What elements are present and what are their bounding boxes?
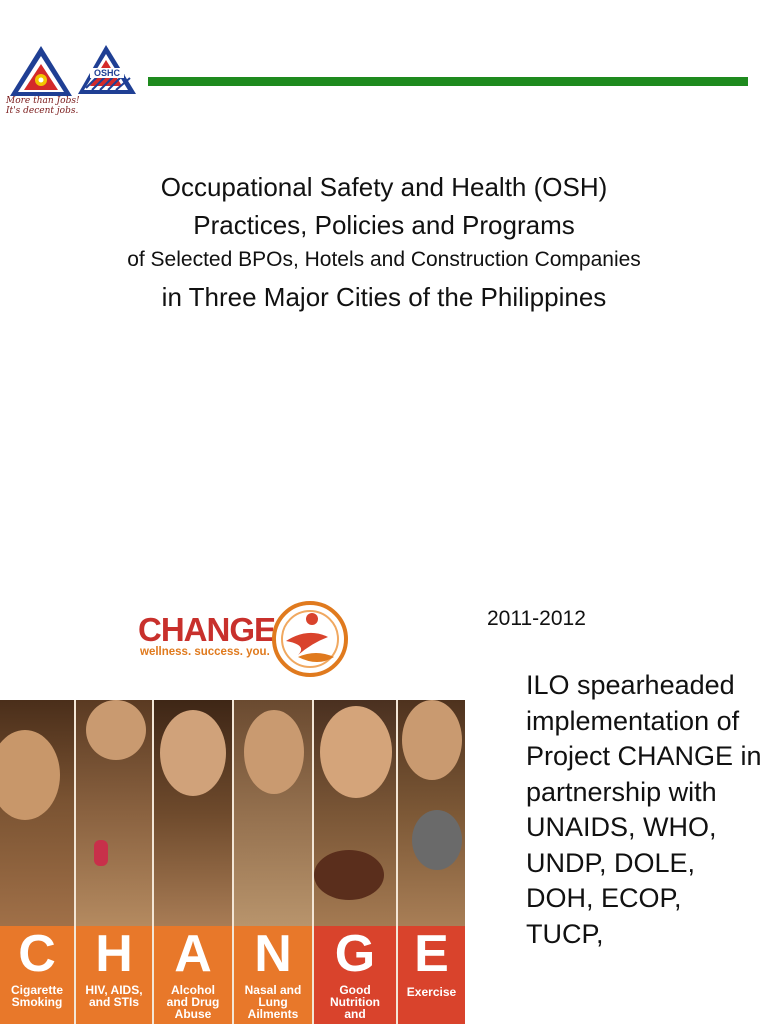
poster-label: Exercise: [406, 985, 457, 999]
change-emblem-icon: [268, 597, 352, 681]
title-line-1: Occupational Safety and Health (OSH): [160, 172, 608, 202]
poster-label: Nasal and Lung Ailments: [244, 983, 302, 1021]
poster-letter: N: [254, 925, 292, 983]
slide-header: [0, 0, 768, 130]
poster-letter: E: [414, 925, 449, 983]
change-logo: [138, 597, 358, 679]
header-rule: [148, 77, 748, 86]
poster-label: Alcohol and Drug Abuse: [166, 983, 220, 1021]
title-line-3: of Selected BPOs, Hotels and Construction Companies: [127, 248, 641, 271]
poster-panel-n: [234, 700, 314, 1024]
poster-label: HIV, AIDS, and STIs: [85, 983, 143, 1009]
poster-label: Good Nutrition and: [330, 983, 380, 1021]
oshc-logo-text: OSHC: [93, 68, 121, 78]
oshc-logo: [78, 44, 138, 96]
poster-letter: C: [18, 925, 56, 983]
title-line-4: in Three Major Cities of the Philippines: [161, 282, 607, 312]
project-description: ILO spearheaded implementation of Project CHANGE in partnership with UNAIDS, WHO, UNDP, DOLE, DOH, ECOP, TUCP,: [526, 670, 762, 949]
poster-letter: G: [334, 925, 376, 983]
poster-panel-g: [314, 700, 398, 1024]
project-years: 2011-2012: [487, 607, 586, 630]
dole-logo: [8, 44, 74, 104]
poster-panel-e: [398, 700, 465, 1024]
change-logo-word: CHANGE: [138, 611, 276, 648]
poster-panel-a: [154, 700, 234, 1024]
change-poster: [0, 700, 465, 1024]
poster-letter: A: [174, 925, 212, 983]
poster-letter: H: [95, 925, 133, 983]
slide-title: [0, 168, 768, 318]
poster-label: Cigarette Smoking: [10, 983, 63, 1009]
change-logo-tagline: wellness. success. you.: [140, 646, 270, 658]
title-line-2: Practices, Policies and Programs: [193, 210, 575, 240]
dole-tagline: More than Jobs! It's decent jobs.: [6, 96, 80, 116]
poster-panel-c: [0, 700, 76, 1024]
poster-panel-h: [76, 700, 154, 1024]
